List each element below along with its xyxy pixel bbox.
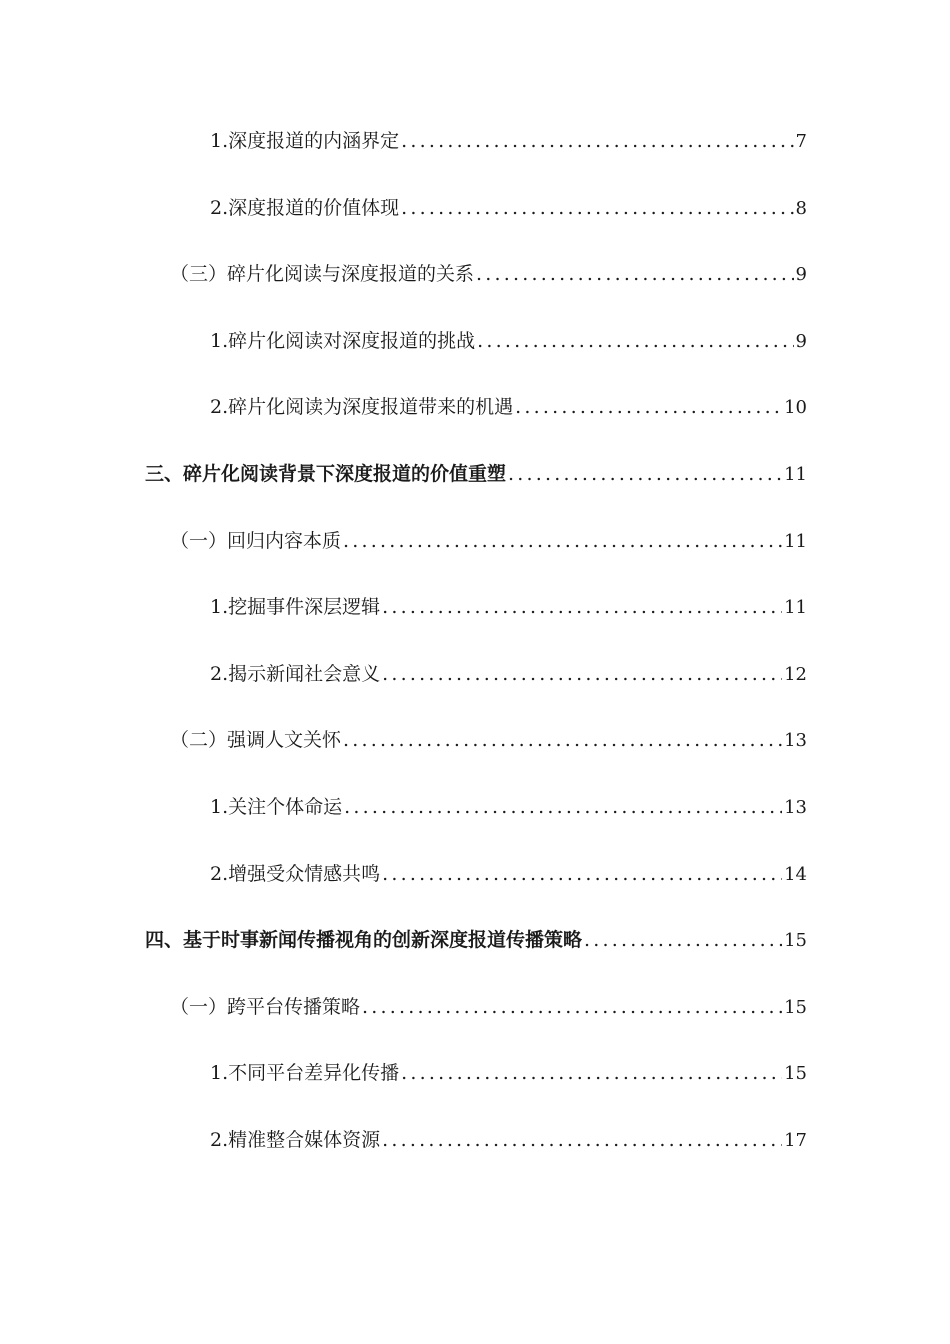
toc-dot-leader: [382, 857, 782, 891]
toc-entry-page-number: 11: [784, 530, 807, 552]
toc-entry-title: 1.挖掘事件深层逻辑: [210, 596, 381, 619]
toc-entry-page-number: 15: [784, 930, 807, 952]
toc-entry-page-number: 11: [784, 464, 807, 485]
toc-entry-title: 2.深度报道的价值体现: [210, 196, 400, 219]
toc-entry[interactable]: [210, 790, 807, 824]
toc-entry-page-number: 9: [795, 264, 807, 286]
toc-entry[interactable]: [170, 990, 807, 1024]
toc-entry[interactable]: [210, 590, 807, 624]
toc-dot-leader: [508, 457, 782, 491]
toc-dot-leader: [401, 191, 793, 225]
toc-dot-leader: [477, 324, 793, 358]
toc-dot-leader: [344, 790, 782, 824]
toc-entry-title: 1.不同平台差异化传播: [210, 1062, 400, 1085]
toc-dot-leader: [515, 390, 782, 424]
toc-entry-title: 2.碎片化阅读为深度报道带来的机遇: [210, 396, 514, 419]
toc-entry[interactable]: [145, 457, 807, 491]
toc-dot-leader: [476, 257, 794, 291]
toc-entry-title: （二）强调人文关怀: [170, 729, 342, 752]
toc-entry[interactable]: [210, 124, 807, 158]
toc-entry-title: 1.碎片化阅读对深度报道的挑战: [210, 329, 476, 352]
toc-entry-title: （一）跨平台传播策略: [170, 995, 361, 1018]
toc-entry-page-number: 8: [795, 197, 807, 219]
toc-entry[interactable]: [210, 1056, 807, 1090]
toc-entry-page-number: 11: [784, 597, 807, 619]
toc-dot-leader: [382, 1123, 782, 1157]
toc-entry-title: 1.深度报道的内涵界定: [210, 130, 400, 152]
toc-entry-page-number: 15: [784, 1063, 807, 1085]
toc-entry-page-number: 9: [795, 330, 807, 352]
toc-dot-leader: [584, 923, 782, 957]
toc-entry-title: 2.精准整合媒体资源: [210, 1129, 381, 1151]
toc-dot-leader: [382, 657, 782, 691]
toc-entry-title: 2.揭示新闻社会意义: [210, 662, 381, 685]
toc-entry-title: 2.增强受众情感共鸣: [210, 862, 381, 885]
toc-entry[interactable]: [210, 857, 807, 891]
toc-dot-leader: [362, 990, 782, 1024]
toc-entry[interactable]: [210, 657, 807, 691]
toc-entry-page-number: 17: [784, 1130, 807, 1151]
toc-entry-title: 1.关注个体命运: [210, 796, 343, 818]
toc-entry[interactable]: [210, 1123, 807, 1157]
toc-dot-leader: [343, 723, 782, 757]
toc-entry-page-number: 7: [795, 131, 807, 152]
toc-entry[interactable]: [210, 390, 807, 424]
toc-entry-page-number: 13: [784, 730, 807, 752]
toc-entry-page-number: 15: [784, 996, 807, 1018]
toc-entry[interactable]: [170, 524, 807, 558]
toc-entry-page-number: 13: [784, 797, 807, 818]
toc-dot-leader: [401, 1056, 782, 1090]
toc-entry-title: （一）回归内容本质: [170, 529, 342, 552]
toc-entry[interactable]: [145, 923, 807, 957]
toc-entry[interactable]: [210, 191, 807, 225]
toc-entry-page-number: 10: [784, 397, 807, 419]
toc-entry[interactable]: [170, 723, 807, 757]
toc-entry[interactable]: [170, 257, 807, 291]
toc-dot-leader: [382, 590, 782, 624]
toc-entry-title: （三）碎片化阅读与深度报道的关系: [170, 263, 475, 286]
toc-entry-title: 三、碎片化阅读背景下深度报道的价值重塑: [145, 463, 507, 485]
toc-entry-page-number: 12: [784, 663, 807, 685]
toc-entry-page-number: 14: [784, 863, 807, 885]
toc-dot-leader: [343, 524, 782, 558]
toc-entry-title: 四、基于时事新闻传播视角的创新深度报道传播策略: [145, 929, 583, 952]
toc-dot-leader: [401, 124, 793, 158]
toc-entry[interactable]: [210, 324, 807, 358]
